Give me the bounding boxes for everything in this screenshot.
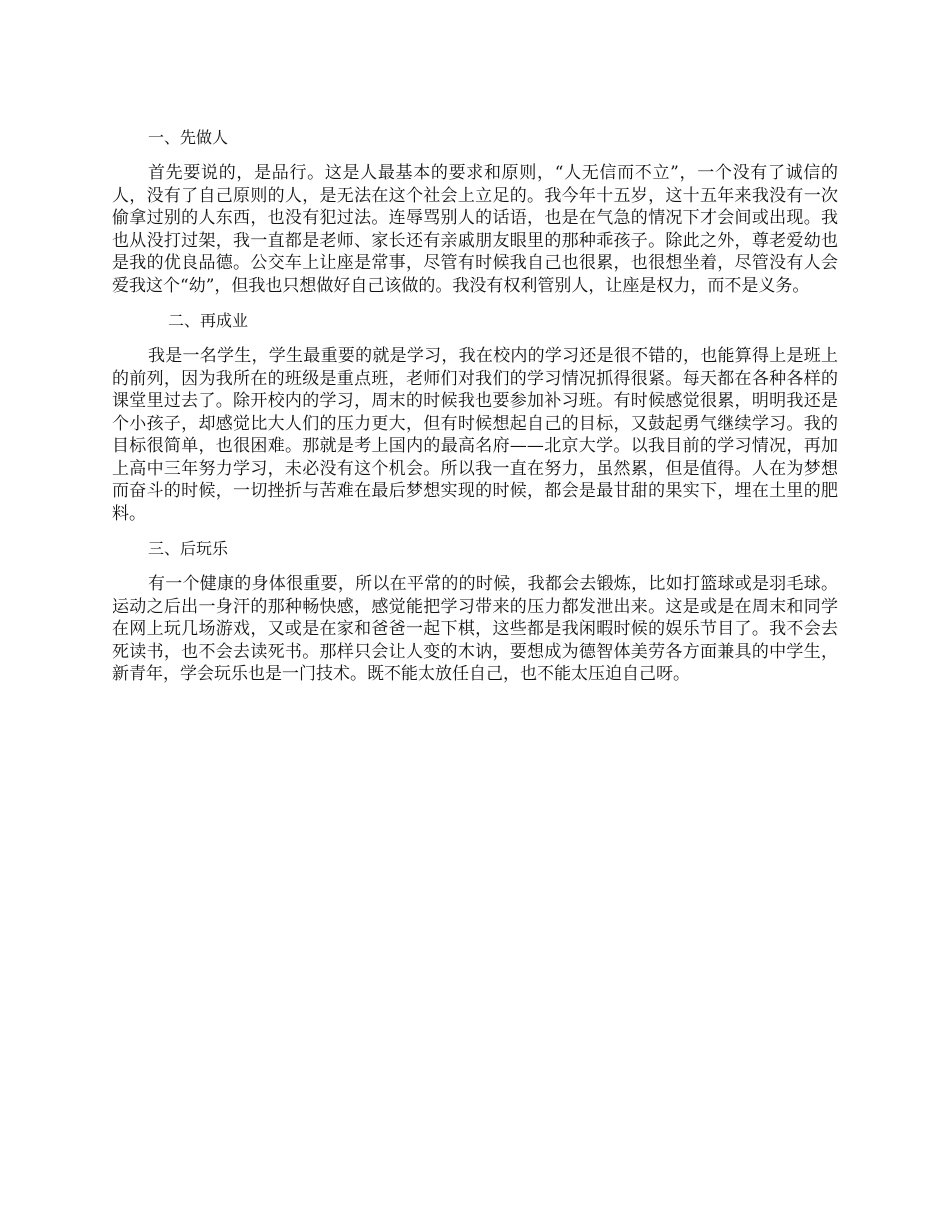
section-heading-3: 三、后玩乐 [148,539,229,558]
document-page [112,127,838,699]
section-heading-1: 一、先做人 [148,128,229,147]
section-heading-2: 二、再成业 [168,311,249,330]
section-body-2: 我是一名学生，学生最重要的就是学习，我在校内的学习还是很不错的，也能算得上是班上的前列，因为我所在的班级是重点班，老师们对我们的学习情况抓得很紧。每天都在各种各样的课堂里过去了。除开校内的学习，周末的时候我也要参加补习班。有时候感觉很累，明明我还是个小孩子，却感觉比大人们的压力更大，但有时候想起自己的目标，又鼓起勇气继续学习。我的目标很简单，也很困难。那就是考上国内的最高名府——北京大学。以我目前的学习情况，再加上高中三年努力学习，未必没有这个机会。所以我一直在努力，虽然累，但是值得。人在为梦想而奋斗的时候，一切挫折与苦难在最后梦想实现的时候，都会是最甘甜的果实下，埋在土里的肥料。 [112,346,838,524]
section-body-3: 有一个健康的身体很重要，所以在平常的的时候，我都会去锻炼，比如打篮球或是羽毛球。运动之后出一身汗的那种畅快感，感觉能把学习带来的压力都发泄出来。这是或是在周末和同学在网上玩几场游戏，又或是在家和爸爸一起下棋，这些都是我闲暇时候的娱乐节目了。我不会去死读书，也不会去读死书。那样只会让人变的木讷，要想成为德智体美劳各方面兼具的中学生，新青年，学会玩乐也是一门技术。既不能太放任自己，也不能太压迫自己呀。 [112,574,838,684]
section-body-1: 首先要说的，是品行。这是人最基本的要求和原则，“人无信而不立”，一个没有了诚信的人，没有了自己原则的人，是无法在这个社会上立足的。我今年十五岁，这十五年来我没有一次偷拿过别的人东西，也没有犯过法。连辱骂别人的话语，也是在气急的情况下才会间或出现。我也从没打过架，我一直都是老师、家长还有亲戚朋友眼里的那种乖孩子。除此之外，尊老爱幼也是我的优良品德。公交车上让座是常事，尽管有时候我自己也很累，也很想坐着，尽管没有人会爱我这个“幼”，但我也只想做好自己该做的。我没有权利管别人，让座是权力，而不是义务。 [112,163,838,296]
